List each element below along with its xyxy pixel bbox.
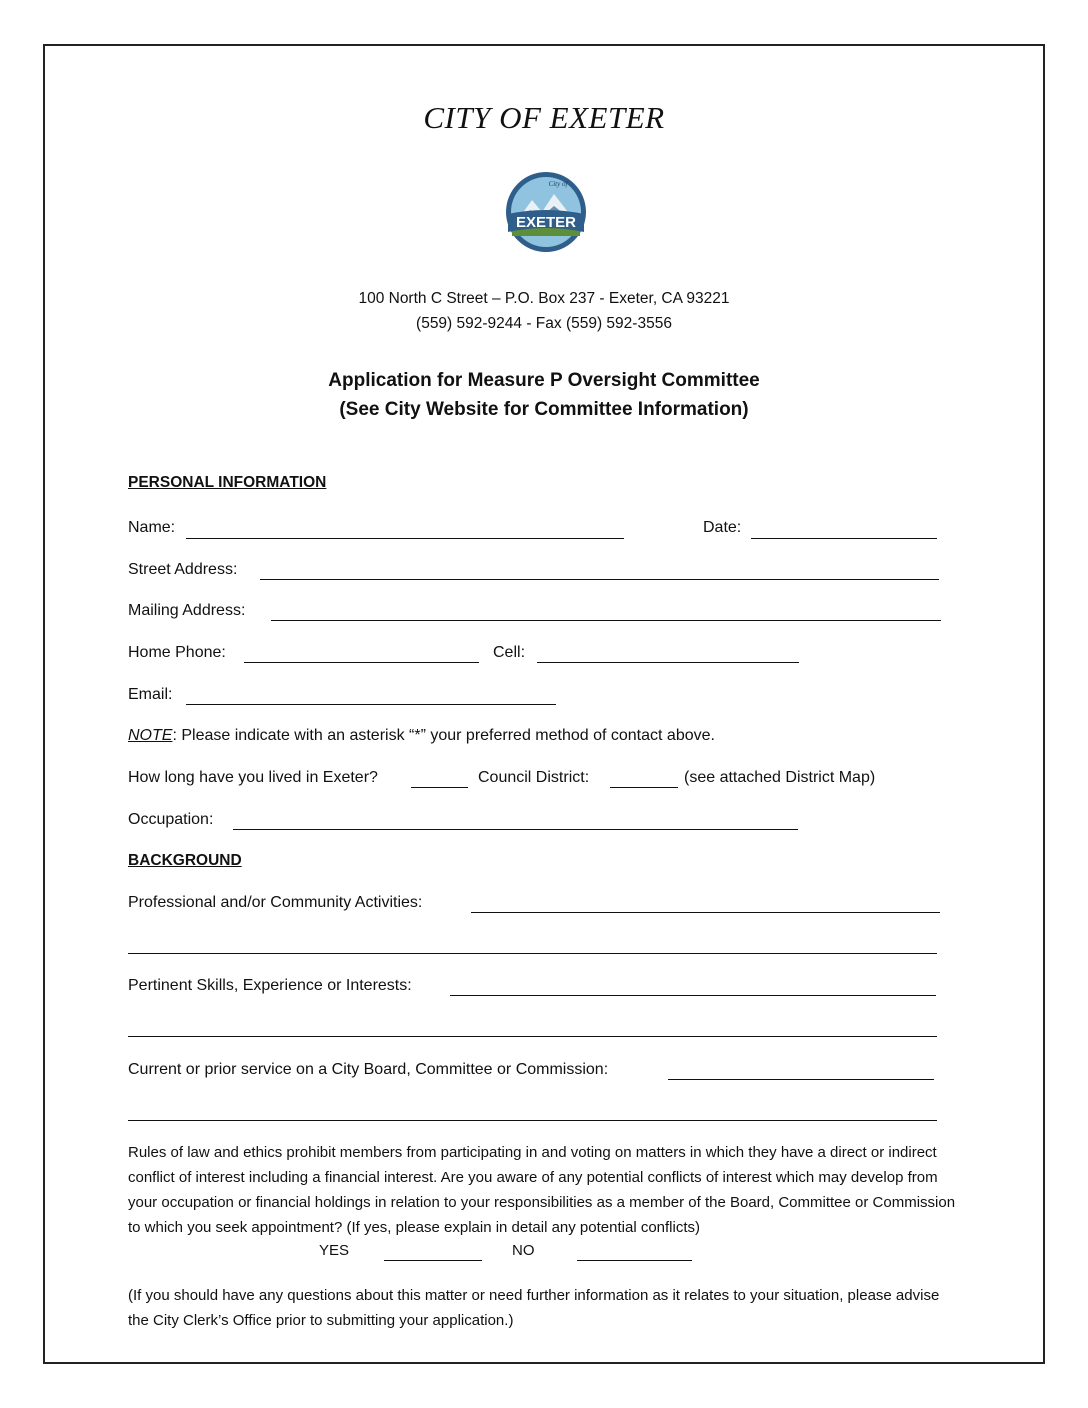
yes-label: YES: [319, 1242, 350, 1259]
district-label: Council District:: [478, 769, 590, 786]
note-label: NOTE: [128, 727, 173, 744]
street-address-field[interactable]: [260, 579, 939, 580]
home-phone-field[interactable]: [244, 662, 479, 663]
no-field[interactable]: [577, 1260, 692, 1261]
email-label: Email:: [128, 686, 173, 703]
cell-field[interactable]: [537, 662, 799, 663]
footer-paragraph: (If you should have any questions about this matter or need further information as it relates to your situation, please advise the City Clerk’s Office prior to submitting your application.): [128, 1287, 940, 1329]
occupation-label: Occupation:: [128, 811, 214, 828]
note-text: : Please indicate with an asterisk “*” your preferred method of contact above.: [172, 727, 715, 744]
conflict-paragraph: [128, 1140, 958, 1240]
activities-field-2[interactable]: [128, 953, 937, 954]
activities-label: Professional and/or Community Activities:: [128, 894, 423, 911]
address-line-1: 100 North C Street – P.O. Box 237 - Exeter, CA 93221: [358, 290, 730, 307]
form-heading-2: (See City Website for Committee Information): [339, 399, 749, 420]
logo-main-text: EXETER: [515, 214, 577, 231]
skills-field-2[interactable]: [128, 1036, 937, 1037]
address-line-2: (559) 592-9244 - Fax (559) 592-3556: [416, 315, 672, 332]
skills-label: Pertinent Skills, Experience or Interests:: [128, 977, 412, 994]
street-address-label: Street Address:: [128, 561, 238, 578]
mailing-address-label: Mailing Address:: [128, 602, 246, 619]
city-logo: [504, 170, 588, 254]
city-title: CITY OF EXETER: [423, 100, 665, 135]
date-label: Date:: [703, 519, 742, 536]
lived-field[interactable]: [411, 787, 468, 788]
no-label: NO: [512, 1242, 535, 1259]
occupation-field[interactable]: [233, 829, 798, 830]
service-label: Current or prior service on a City Board, Committee or Commission:: [128, 1061, 609, 1078]
conflict-text: Rules of law and ethics prohibit members from participating in and voting on matters in which they have a direct or indirect conflict of interest including a financial interest. Are you aware of any potential conflicts of interest which may develop from your occupation or financial holdings in relation to your responsibilities as a member of the Board, Committee or Commission to which you seek appointment? (If yes, please explain in detail any potential conflicts): [128, 1144, 956, 1236]
note-line: [128, 727, 715, 745]
home-phone-label: Home Phone:: [128, 644, 226, 661]
email-field[interactable]: [186, 704, 556, 705]
district-field[interactable]: [610, 787, 678, 788]
activities-field-1[interactable]: [471, 912, 940, 913]
form-heading-1: Application for Measure P Oversight Committee: [328, 370, 760, 391]
service-field-1[interactable]: [668, 1079, 934, 1080]
section-personal-information: PERSONAL INFORMATION: [128, 474, 327, 491]
yes-field[interactable]: [384, 1260, 482, 1261]
date-field[interactable]: [751, 538, 937, 539]
name-label: Name:: [128, 519, 176, 536]
logo-top-text: City of: [548, 180, 568, 188]
service-field-2[interactable]: [128, 1120, 937, 1121]
mailing-address-field[interactable]: [271, 620, 941, 621]
lived-label: How long have you lived in Exeter?: [128, 769, 378, 786]
cell-label: Cell:: [493, 644, 526, 661]
district-note: (see attached District Map): [684, 769, 876, 786]
skills-field-1[interactable]: [450, 995, 936, 996]
name-field[interactable]: [186, 538, 624, 539]
section-background: BACKGROUND: [128, 852, 242, 869]
